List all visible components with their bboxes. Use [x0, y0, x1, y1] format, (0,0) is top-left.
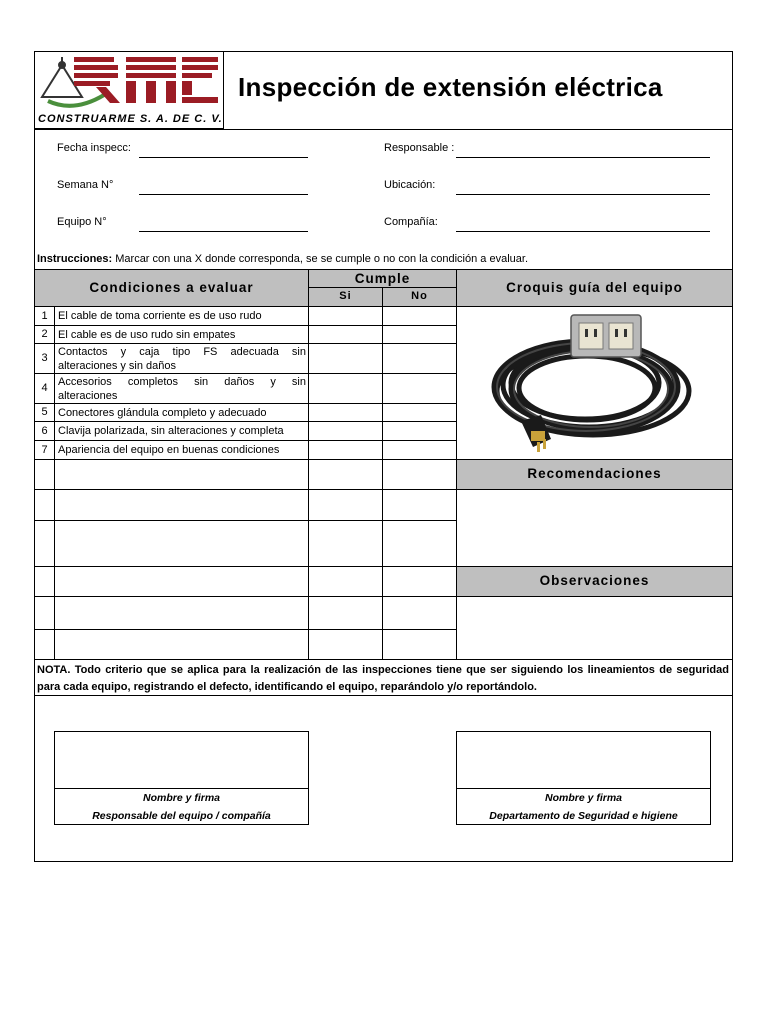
si-checkbox[interactable]: [308, 489, 383, 521]
header-divider: [34, 129, 733, 130]
si-header-cell: [308, 287, 383, 307]
condition-text: Conectores glándula completo y adecuado: [54, 403, 309, 422]
si-checkbox[interactable]: [308, 520, 383, 567]
empty-condition-cell[interactable]: [54, 489, 309, 521]
si-checkbox[interactable]: [308, 629, 383, 660]
si-checkbox[interactable]: [308, 459, 383, 490]
equipo-field[interactable]: [139, 231, 308, 232]
empty-condition-cell[interactable]: [54, 629, 309, 660]
no-checkbox[interactable]: [382, 566, 457, 597]
si-checkbox[interactable]: [308, 421, 383, 441]
ubicacion-field[interactable]: [456, 194, 710, 195]
no-checkbox[interactable]: [382, 403, 457, 422]
fecha-label: Fecha inspecc:: [57, 142, 131, 154]
empty-condition-cell[interactable]: [54, 459, 309, 490]
recomendaciones-header: Recomendaciones: [527, 466, 662, 481]
si-checkbox[interactable]: [308, 343, 383, 374]
signature-box-left[interactable]: [54, 731, 309, 789]
no-checkbox[interactable]: [382, 306, 457, 326]
company-name: CONSTRUARME S. A. DE C. V.: [38, 113, 223, 125]
row-number: 5: [34, 403, 55, 422]
row-number: 1: [34, 306, 55, 326]
no-checkbox[interactable]: [382, 596, 457, 630]
nota-line: NOTA. Todo criterio que se aplica para la realización de las inspecciones tiene que ser siguiendo los lineamientos de seguridad: [37, 664, 729, 676]
si-checkbox[interactable]: [308, 306, 383, 326]
empty-row-number: [34, 596, 55, 630]
condition-text: El cable es de uso rudo sin empates: [54, 325, 309, 344]
condition-text: El cable de toma corriente es de uso rudo: [54, 306, 309, 326]
si-checkbox[interactable]: [308, 325, 383, 344]
extension-cord-image: [481, 309, 711, 459]
compania-field[interactable]: [456, 231, 710, 232]
observaciones-area[interactable]: [456, 596, 733, 660]
no-checkbox[interactable]: [382, 421, 457, 441]
equipment-sketch-cell: [456, 306, 733, 460]
si-checkbox[interactable]: [308, 403, 383, 422]
condition-text: [54, 343, 309, 374]
company-logo: [34, 51, 223, 113]
si-checkbox[interactable]: [308, 596, 383, 630]
condition-line: alteraciones y sin daños: [58, 360, 177, 372]
instructions: [37, 253, 528, 265]
empty-condition-cell[interactable]: [54, 566, 309, 597]
croquis-header: Croquis guía del equipo: [506, 280, 683, 295]
row-number: 2: [34, 325, 55, 344]
row-number: 7: [34, 440, 55, 460]
recomendaciones-area[interactable]: [456, 489, 733, 567]
no-header: No: [411, 290, 428, 302]
observaciones-header-cell: [456, 566, 733, 597]
semana-label: Semana N°: [57, 179, 114, 191]
observaciones-header: Observaciones: [539, 573, 650, 588]
condition-text: Clavija polarizada, sin alteraciones y completa: [54, 421, 309, 441]
croquis-header-cell: [456, 269, 733, 307]
signature-name-label: Nombre y firma: [142, 792, 221, 804]
empty-condition-cell[interactable]: [54, 596, 309, 630]
condition-text: [54, 373, 309, 404]
si-checkbox[interactable]: [308, 373, 383, 404]
condition-line: Accesorios completos sin daños y sin: [58, 376, 306, 388]
nota-line: para cada equipo, registrando el defecto, identificando el equipo, reparándolo y/o reportándolo.: [37, 681, 537, 693]
no-checkbox[interactable]: [382, 440, 457, 460]
row-number: 6: [34, 421, 55, 441]
no-checkbox[interactable]: [382, 629, 457, 660]
no-checkbox[interactable]: [382, 343, 457, 374]
conditions-header: Condiciones a evaluar: [89, 280, 254, 295]
compania-label: Compañía:: [384, 216, 438, 228]
no-checkbox[interactable]: [382, 325, 457, 344]
no-header-cell: [382, 287, 457, 307]
fecha-field[interactable]: [139, 157, 308, 158]
si-checkbox[interactable]: [308, 440, 383, 460]
responsable-label: Responsable :: [384, 142, 455, 154]
row-number: 3: [34, 343, 55, 374]
signature-role-label: Departamento de Seguridad e higiene: [489, 810, 678, 822]
empty-condition-cell[interactable]: [54, 520, 309, 567]
signature-caption-right: [456, 788, 711, 825]
equipo-label: Equipo N°: [57, 216, 107, 228]
si-header: Si: [339, 290, 352, 302]
conditions-header-cell: [34, 269, 309, 307]
condition-text: Apariencia del equipo en buenas condiciones: [54, 440, 309, 460]
ubicacion-label: Ubicación:: [384, 179, 436, 191]
row-number: 4: [34, 373, 55, 404]
si-checkbox[interactable]: [308, 566, 383, 597]
no-checkbox[interactable]: [382, 373, 457, 404]
instructions-text: Marcar con una X donde corresponda, se se cumple o no con la condición a evaluar.: [112, 253, 528, 265]
nota-box: [34, 659, 733, 696]
signature-box-right[interactable]: [456, 731, 711, 789]
condition-line: Contactos y caja tipo FS adecuada sin: [58, 346, 306, 358]
signature-name-label: Nombre y firma: [544, 792, 623, 804]
no-checkbox[interactable]: [382, 520, 457, 567]
signature-role-label: Responsable del equipo / compañía: [92, 810, 271, 822]
no-checkbox[interactable]: [382, 459, 457, 490]
form-title: Inspección de extensión eléctrica: [238, 72, 663, 102]
semana-field[interactable]: [139, 194, 308, 195]
empty-row-number: [34, 629, 55, 660]
responsable-field[interactable]: [456, 157, 710, 158]
cumple-header-cell: [308, 269, 457, 288]
instructions-label: Instrucciones:: [37, 253, 113, 265]
empty-row-number: [34, 520, 55, 567]
no-checkbox[interactable]: [382, 489, 457, 521]
empty-row-number: [34, 489, 55, 521]
condition-line: alteraciones: [58, 390, 118, 402]
recomendaciones-header-cell: [456, 459, 733, 490]
cumple-header: Cumple: [354, 271, 411, 286]
empty-row-number: [34, 459, 55, 490]
signature-caption-left: [54, 788, 309, 825]
empty-row-number: [34, 566, 55, 597]
